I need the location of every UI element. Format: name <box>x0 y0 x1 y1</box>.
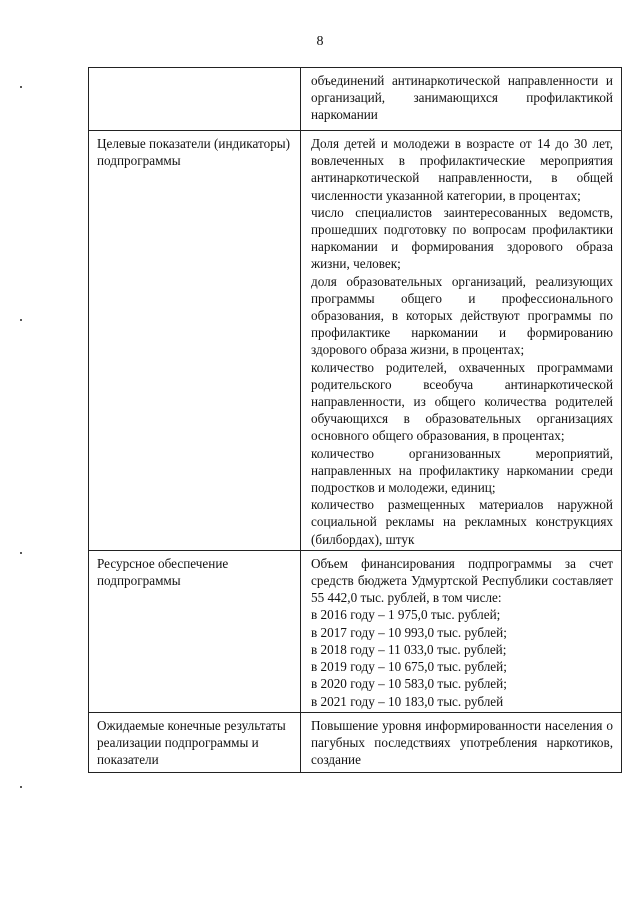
value-paragraph: доля образовательных организаций, реализующих программы общего и профессионального образования, в которых действуют программы по профилактике наркомании и формированию здорового образа жизни, в процентах; <box>311 273 613 358</box>
margin-mark <box>20 552 22 554</box>
funding-year-line: в 2016 году – 1 975,0 тыс. рублей; <box>311 607 501 623</box>
row-value <box>301 131 622 551</box>
page-number: 8 <box>316 34 324 49</box>
value-paragraph: объединений антинаркотической направленности и организаций, занимающихся профилактикой наркомании <box>311 73 613 123</box>
row-value <box>301 68 622 131</box>
value-paragraph: Доля детей и молодежи в возрасте от 14 до 30 лет, вовлеченных в профилактические мероприятия антинаркотической направленности, в общей численности указанной категории, в процентах; <box>311 136 613 203</box>
value-paragraph: Объем финансирования подпрограммы за счет средств бюджета Удмуртской Республики составляет 55 442,0 тыс. рублей, в том числе: <box>311 555 613 606</box>
row-value <box>301 712 622 773</box>
program-passport-table <box>88 67 622 773</box>
margin-mark <box>20 786 22 788</box>
table-row <box>89 550 622 712</box>
funding-year-line: в 2018 году – 11 033,0 тыс. рублей; <box>311 641 507 657</box>
value-paragraph: количество родителей, охваченных программами родительского всеобуча антинаркотической направленности, из общего количества родителей обучающихся в образовательных организациях основного общего образования, в процентах; <box>311 359 613 444</box>
value-paragraph: число специалистов заинтересованных ведомств, прошедших подготовку по вопросам профилактики наркомании и формирования здорового образа жизни, человек; <box>311 204 613 272</box>
table-row <box>89 712 622 773</box>
funding-year-line: в 2020 году – 10 583,0 тыс. рублей; <box>311 676 507 692</box>
row-value <box>301 550 622 712</box>
row-label: Ожидаемые конечные результаты реализации подпрограммы и показатели <box>89 712 301 773</box>
margin-mark <box>20 319 22 321</box>
table-row <box>89 131 622 551</box>
table-row <box>89 68 622 131</box>
funding-year-line: в 2021 году – 10 183,0 тыс. рублей <box>311 693 504 709</box>
row-label: Ресурсное обеспечение подпрограммы <box>89 550 301 712</box>
value-paragraph: количество размещенных материалов наружной социальной рекламы на рекламных конструкциях (билбордах), штук <box>311 497 613 547</box>
row-label <box>89 68 301 131</box>
funding-year-line: в 2017 году – 10 993,0 тыс. рублей; <box>311 624 507 640</box>
value-paragraph: количество организованных мероприятий, направленных на профилактику наркомании среди подростков и молодежи, единиц; <box>311 445 613 496</box>
value-paragraph: Повышение уровня информированности населения о пагубных последствиях употребления наркотиков, создание <box>311 717 613 768</box>
funding-year-line: в 2019 году – 10 675,0 тыс. рублей; <box>311 659 507 675</box>
margin-mark <box>20 86 22 88</box>
row-label: Целевые показатели (индикаторы) подпрограммы <box>89 131 301 551</box>
